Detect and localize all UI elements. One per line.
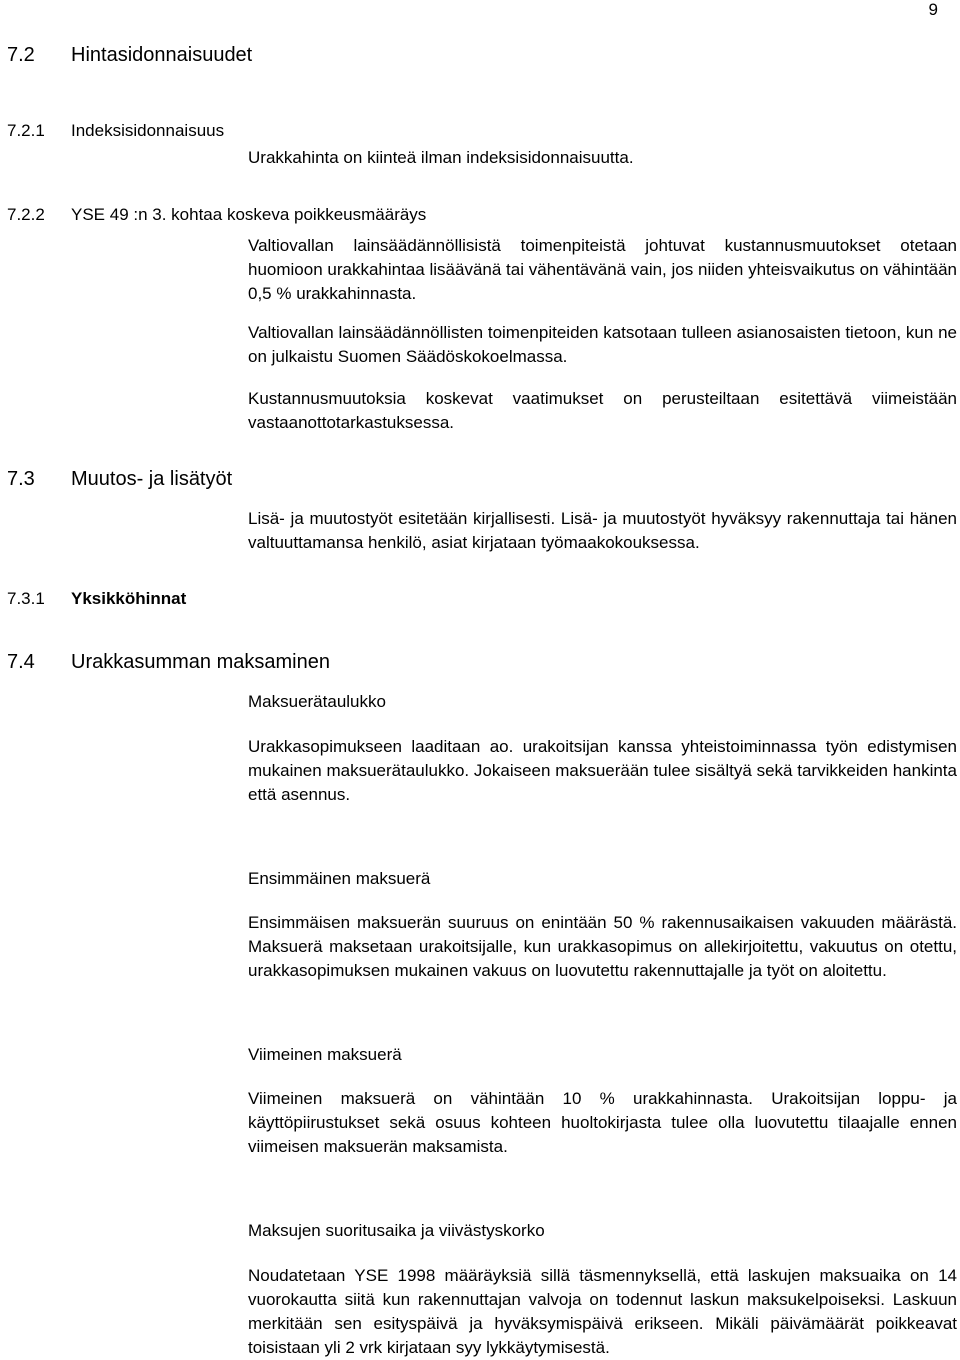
section-7-4-title: Urakkasumman maksaminen <box>71 651 330 673</box>
section-7-2-2-number: 7.2.2 <box>7 205 45 224</box>
section-7-2-2-title: YSE 49 :n 3. kohtaa koskeva poikkeusmääräys <box>71 205 427 224</box>
ensimmainen-maksuera-text: Ensimmäisen maksuerän suuruus on enintään 50 % rakennusaikaisen vakuuden määrästä. Maksuerä maksetaan urakoitsijalle, kun urakkasopimus on allekirjoitettu, vakuutus on otettu, urakkasopimuksen mukainen vakuus on luovutettu rakennuttajalle ja työt on aloitettu. <box>248 913 957 980</box>
maksujen-suoritusaika-text: Noudatetaan YSE 1998 määräyksiä sillä täsmennyksellä, että laskujen maksuaika on 14 vuorokautta siitä kun rakennuttajan valvoja on todennut laskun maksukelpoiseksi. Laskuun merkitään sen esityspäivä ja hyväksymispäivä erikseen. Mikäli päivämäärät poikkeavat toisistaan yli 2 vrk kirjataan syy lykkäytymisestä. <box>248 1266 957 1357</box>
maksueratauluko-heading: Maksuerätaulukko <box>248 692 386 711</box>
section-7-2-1-number: 7.2.1 <box>7 121 45 140</box>
section-7-2-1-title: Indeksisidonnaisuus <box>71 121 225 140</box>
section-7-3-title: Muutos- ja lisätyöt <box>71 468 233 490</box>
section-7-2-2-paragraph-1: Valtiovallan lainsäädännöllisistä toimenpiteistä johtuvat kustannusmuutokset otetaan huomioon urakkahintaa lisäävänä tai vähentävänä vain, jos niiden yhteisvaikutus on vähintään 0,5 % urakkahinnasta. <box>248 236 957 303</box>
maksujen-suoritusaika-heading: Maksujen suoritusaika ja viivästyskorko <box>248 1221 545 1240</box>
section-7-3-paragraph-1: Lisä- ja muutostyöt esitetään kirjallisesti. Lisä- ja muutostyöt hyväksyy rakennuttaja tai hänen valtuuttamansa henkilö, asiat kirjataan työmaakokouksessa. <box>248 509 957 552</box>
section-7-2-2-paragraph-2: Valtiovallan lainsäädännöllisten toimenpiteiden katsotaan tulleen asianosaisten tietoon, kun ne on julkaistu Suomen Säädöskokoelmassa. <box>248 323 957 366</box>
page-number: 9 <box>928 0 938 19</box>
section-7-2-1-text: Urakkahinta on kiinteä ilman indeksisidonnaisuutta. <box>248 148 634 167</box>
section-7-2-number: 7.2 <box>7 44 35 66</box>
section-7-3-1-number: 7.3.1 <box>7 589 45 608</box>
ensimmainen-maksuera-heading: Ensimmäinen maksuerä <box>248 869 431 888</box>
maksueratauluko-text: Urakkasopimukseen laaditaan ao. urakoitsijan kanssa yhteistoiminnassa työn edistymisen mukainen maksuerätaulukko. Jokaiseen maksuerään tulee sisältyä sekä tarvikkeiden hankinta että asennus. <box>248 737 957 804</box>
section-7-4-number: 7.4 <box>7 651 35 673</box>
section-7-3-1-title: Yksikköhinnat <box>71 589 187 608</box>
viimeinen-maksuera-heading: Viimeinen maksuerä <box>248 1045 402 1064</box>
section-7-3-number: 7.3 <box>7 468 35 490</box>
section-7-2-title: Hintasidonnaisuudet <box>71 44 253 66</box>
section-7-2-2-paragraph-3: Kustannusmuutoksia koskevat vaatimukset on perusteiltaan esitettävä viimeistään vastaanottotarkastuksessa. <box>248 389 957 432</box>
viimeinen-maksuera-text: Viimeinen maksuerä on vähintään 10 % urakkahinnasta. Urakoitsijan loppu- ja käyttöpiirustukset sekä osuus kohteen huoltokirjasta tulee olla luovutettu tilaajalle ennen viimeisen maksuerän maksamista. <box>248 1089 957 1156</box>
